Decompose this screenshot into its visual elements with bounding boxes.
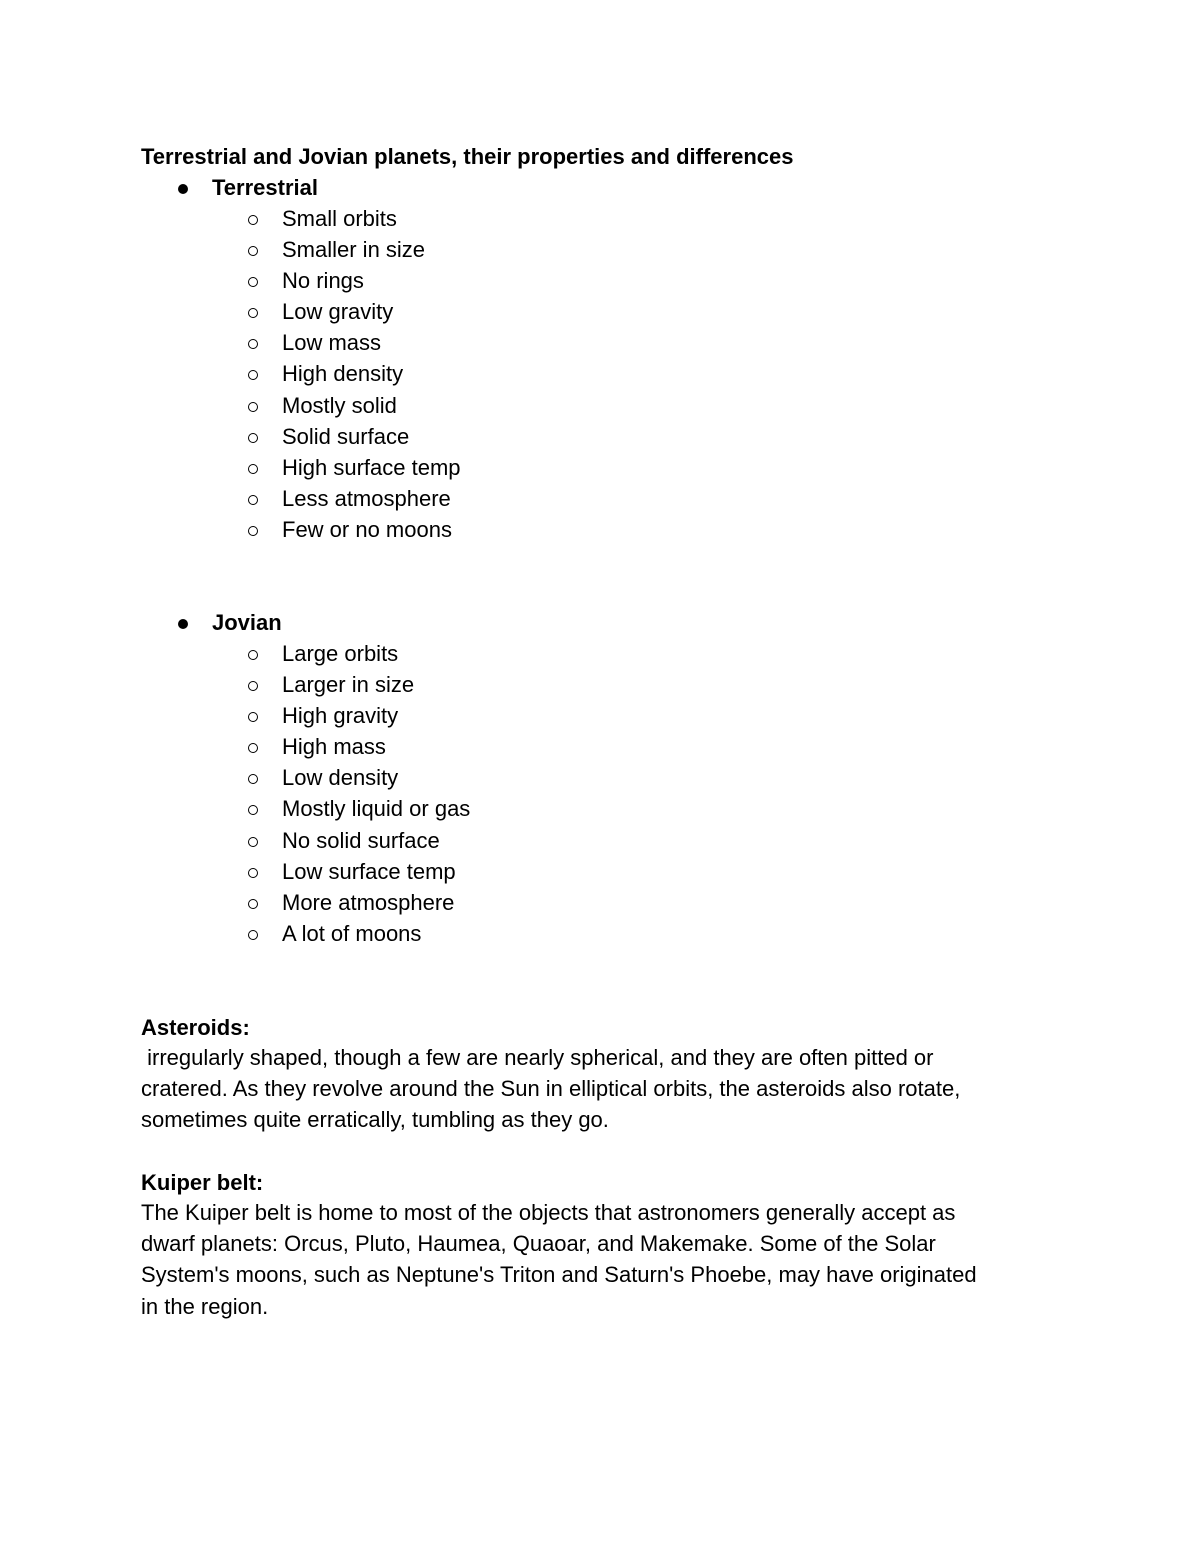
jovian-bullet	[0, 609, 1200, 640]
list-item	[0, 640, 1200, 671]
terrestrial-label: Terrestrial	[212, 175, 318, 200]
list-item	[0, 392, 1200, 423]
paragraph-line: irregularly shaped, though a few are nearly spherical, and they are often pitted or	[141, 1045, 934, 1070]
list-item	[0, 858, 1200, 889]
paragraph-line: cratered. As they revolve around the Sun in elliptical orbits, the asteroids also rotate,	[141, 1076, 961, 1102]
list-item	[0, 516, 1200, 547]
list-item	[0, 360, 1200, 391]
hollow-bullet-icon	[248, 712, 258, 722]
hollow-bullet-icon	[248, 743, 258, 753]
list-item	[0, 702, 1200, 733]
document-title: Terrestrial and Jovian planets, their properties and differences	[141, 144, 794, 169]
list-item-text: Low gravity	[282, 299, 394, 325]
paragraph-line: System's moons, such as Neptune's Triton and Saturn's Phoebe, may have originated	[141, 1262, 977, 1288]
list-item-text: High surface temp	[282, 454, 461, 480]
list-item-text: High gravity	[282, 703, 399, 729]
hollow-bullet-icon	[248, 277, 258, 287]
hollow-bullet-icon	[248, 899, 258, 909]
list-item	[0, 764, 1200, 795]
list-item	[0, 827, 1200, 858]
list-item	[0, 889, 1200, 920]
hollow-bullet-icon	[248, 868, 258, 878]
list-item-text: Small orbits	[282, 206, 397, 231]
list-item-text: Solid surface	[282, 423, 410, 449]
list-item	[0, 329, 1200, 360]
list-item	[0, 298, 1200, 329]
list-item	[0, 920, 1200, 951]
hollow-bullet-icon	[248, 246, 258, 256]
hollow-bullet-icon	[248, 495, 258, 505]
filled-bullet-icon	[178, 184, 188, 194]
list-item	[0, 671, 1200, 702]
filled-bullet-icon	[178, 619, 188, 629]
list-item	[0, 485, 1200, 516]
paragraph-line: dwarf planets: Orcus, Pluto, Haumea, Quaoar, and Makemake. Some of the Solar	[141, 1231, 936, 1257]
list-item	[0, 423, 1200, 454]
list-item	[0, 267, 1200, 298]
list-item-text: Low density	[282, 765, 399, 791]
hollow-bullet-icon	[248, 464, 258, 474]
list-item-text: Few or no moons	[282, 516, 452, 542]
paragraph-line: The Kuiper belt is home to most of the objects that astronomers generally accept as	[141, 1200, 956, 1225]
list-item-text: High density	[282, 361, 404, 387]
list-item-text: High mass	[282, 734, 386, 760]
asteroids-paragraph	[141, 1042, 1061, 1136]
list-item-text: Larger in size	[282, 672, 415, 698]
list-item-text: Low surface temp	[282, 858, 456, 884]
hollow-bullet-icon	[248, 650, 258, 660]
hollow-bullet-icon	[248, 774, 258, 784]
terrestrial-properties-list	[0, 205, 1200, 547]
hollow-bullet-icon	[248, 837, 258, 847]
hollow-bullet-icon	[248, 370, 258, 380]
list-item	[0, 236, 1200, 267]
kuiper-belt-heading: Kuiper belt:	[141, 1170, 264, 1195]
jovian-label: Jovian	[212, 610, 282, 635]
jovian-section	[0, 609, 1200, 951]
list-item-text: A lot of moons	[282, 920, 422, 946]
hollow-bullet-icon	[248, 526, 258, 536]
hollow-bullet-icon	[248, 433, 258, 443]
hollow-bullet-icon	[248, 402, 258, 412]
hollow-bullet-icon	[248, 215, 258, 225]
terrestrial-bullet	[0, 174, 1200, 205]
list-item-text: Low mass	[282, 330, 382, 356]
list-item-text: No rings	[282, 268, 364, 294]
list-item-text: Large orbits	[282, 641, 399, 666]
list-item	[0, 205, 1200, 236]
terrestrial-section	[0, 174, 1200, 547]
list-item	[0, 733, 1200, 764]
list-item-text: No solid surface	[282, 827, 440, 853]
list-item-text: Mostly liquid or gas	[282, 796, 471, 822]
paragraph-line: in the region.	[141, 1293, 269, 1319]
list-item	[0, 795, 1200, 826]
jovian-properties-list	[0, 640, 1200, 951]
paragraph-line: sometimes quite erratically, tumbling as they go.	[141, 1107, 609, 1133]
hollow-bullet-icon	[248, 681, 258, 691]
hollow-bullet-icon	[248, 805, 258, 815]
hollow-bullet-icon	[248, 339, 258, 349]
hollow-bullet-icon	[248, 308, 258, 318]
list-item-text: Smaller in size	[282, 237, 426, 263]
asteroids-heading: Asteroids:	[141, 1015, 250, 1040]
kuiper-belt-paragraph	[141, 1197, 1061, 1322]
hollow-bullet-icon	[248, 930, 258, 940]
list-item-text: Less atmosphere	[282, 485, 451, 511]
list-item	[0, 454, 1200, 485]
list-item-text: More atmosphere	[282, 889, 455, 915]
list-item-text: Mostly solid	[282, 392, 397, 418]
